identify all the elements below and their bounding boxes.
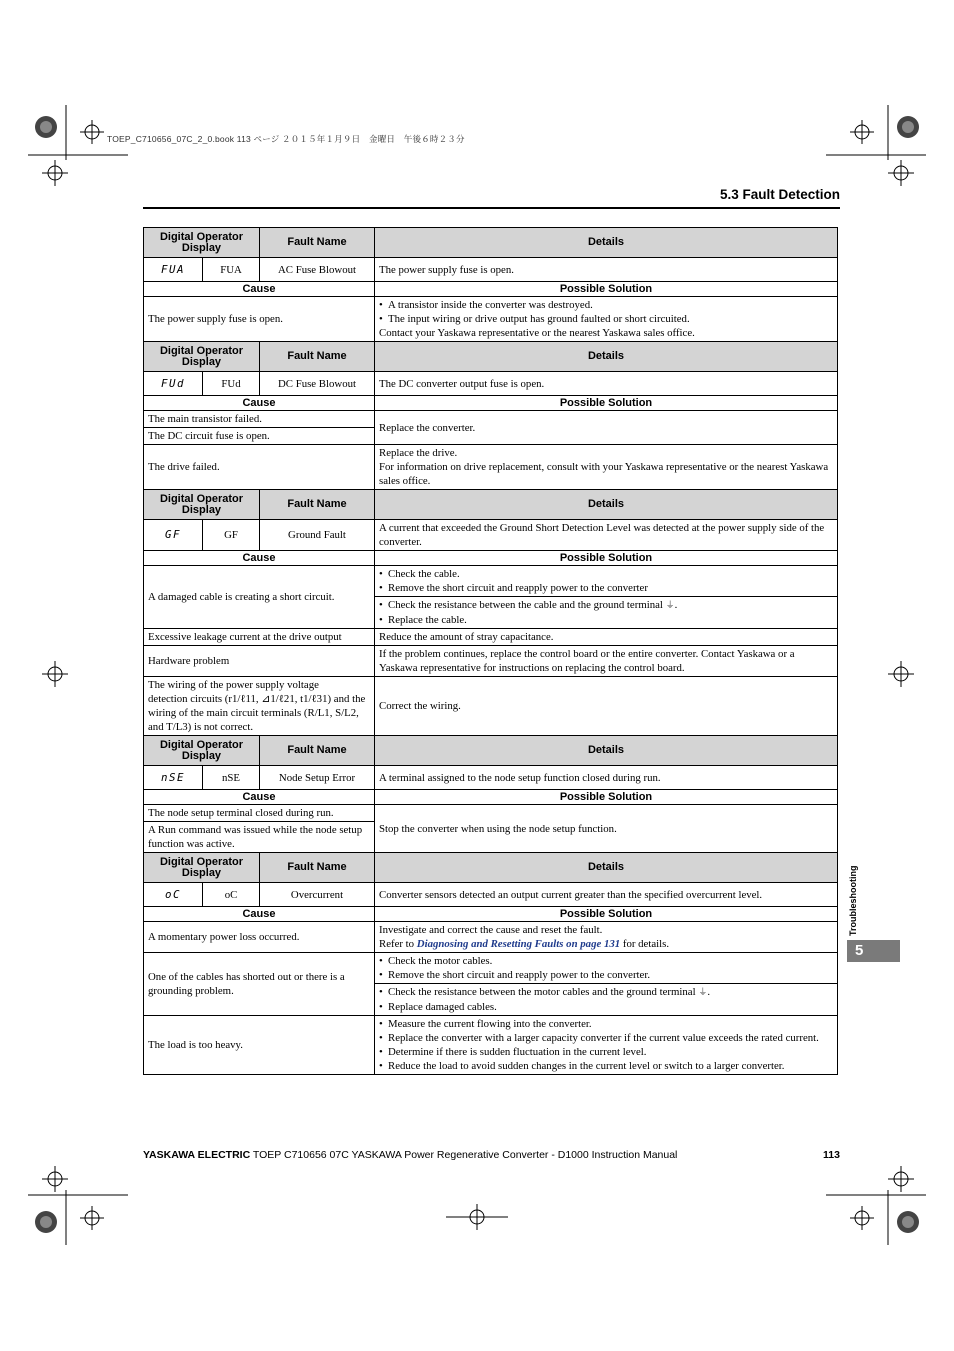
table-header-row xyxy=(144,228,838,258)
solution-bullet: • Measure the current flowing into the converter. xyxy=(379,1017,833,1031)
solution-text: Replace the drive. xyxy=(379,447,458,459)
fault-code: oC xyxy=(203,883,260,907)
display-column-header: Digital Operator Display xyxy=(144,342,260,372)
solution-column-header: Possible Solution xyxy=(375,282,838,297)
fault-row xyxy=(144,883,838,907)
fault-name: Node Setup Error xyxy=(260,766,375,790)
operator-display: nSE xyxy=(144,766,203,790)
table-header-row xyxy=(144,853,838,883)
solution-bullet: • Determine if there is sudden fluctuation in the current level. xyxy=(379,1045,833,1059)
cause-row xyxy=(144,297,838,342)
solution-bullet: • Remove the short circuit and reapply power to the converter xyxy=(379,581,833,595)
cause-header-row xyxy=(144,396,838,411)
solution-bullet: • Check the motor cables. xyxy=(379,954,833,968)
display-column-header: Digital Operator Display xyxy=(144,853,260,883)
registration-mark-icon xyxy=(42,661,68,687)
cause-row xyxy=(144,922,838,953)
fault-row xyxy=(144,258,838,282)
header-rule xyxy=(143,207,840,209)
cause-text: The main transistor failed. xyxy=(144,411,375,428)
solution-column-header: Possible Solution xyxy=(375,907,838,922)
fault-name-column-header: Fault Name xyxy=(260,853,375,883)
cause-header-row xyxy=(144,907,838,922)
fault-name: AC Fuse Blowout xyxy=(260,258,375,282)
registration-mark-icon xyxy=(826,105,926,160)
cause-text: detection circuits (r1/ℓ11, ⊿1/ℓ21, t1/ℓ31) and the wiring of the main circuit terminals (R/L1, S/L2, and T/L3) is not correct. xyxy=(148,693,366,733)
fault-code: FUA xyxy=(203,258,260,282)
cause-row xyxy=(144,566,838,597)
cause-header-row xyxy=(144,790,838,805)
solution-text: Investigate and correct the cause and reset the fault. xyxy=(379,924,603,936)
details-column-header: Details xyxy=(375,853,838,883)
cause-row xyxy=(144,629,838,646)
solution-cell xyxy=(375,445,838,490)
operator-display: GF xyxy=(144,520,203,551)
cause-text: The load is too heavy. xyxy=(144,1016,375,1075)
solution-text: If the problem continues, replace the control board or the entire converter. Contact Yaskawa or a Yaskawa representative for instructions on replacing the control board. xyxy=(375,646,838,677)
details-column-header: Details xyxy=(375,490,838,520)
cause-row xyxy=(144,805,838,822)
solution-suffix: for details. xyxy=(620,938,670,950)
display-column-header: Digital Operator Display xyxy=(144,736,260,766)
fault-name-column-header: Fault Name xyxy=(260,228,375,258)
solution-bullet: • A transistor inside the converter was destroyed. xyxy=(379,298,833,312)
solution-cell xyxy=(375,953,838,984)
solution-bullet: • Replace the cable. xyxy=(379,613,833,627)
registration-mark-icon xyxy=(42,160,68,186)
cause-header-row xyxy=(144,551,838,566)
solution-column-header: Possible Solution xyxy=(375,396,838,411)
solution-text: Replace the converter. xyxy=(375,411,838,445)
operator-display: FUd xyxy=(144,372,203,396)
fault-row xyxy=(144,766,838,790)
cause-text: A Run command was issued while the node setup function was active. xyxy=(144,822,375,853)
cause-column-header: Cause xyxy=(144,282,375,297)
fault-name: Overcurrent xyxy=(260,883,375,907)
registration-mark-icon xyxy=(826,1190,926,1245)
fault-code: FUd xyxy=(203,372,260,396)
fault-name: Ground Fault xyxy=(260,520,375,551)
fault-code: nSE xyxy=(203,766,260,790)
ground-terminal-icon: ⏚ xyxy=(698,988,708,998)
cause-text: The wiring of the power supply voltage xyxy=(148,679,319,691)
cause-row xyxy=(144,411,838,428)
section-header: 5.3 Fault Detection xyxy=(719,187,840,202)
registration-mark-icon xyxy=(28,1190,128,1245)
cause-text: The power supply fuse is open. xyxy=(144,297,375,342)
cause-column-header: Cause xyxy=(144,907,375,922)
operator-display: oC xyxy=(144,883,203,907)
solution-bullet: • Check the cable. xyxy=(379,567,833,581)
solution-bullet: • Replace the converter with a larger capacity converter if the current value exceeds the rated current. xyxy=(379,1031,833,1045)
cause-column-header: Cause xyxy=(144,396,375,411)
registration-mark-icon xyxy=(888,1166,914,1192)
solution-prefix: Refer to xyxy=(379,938,417,950)
table-header-row xyxy=(144,736,838,766)
solution-cell xyxy=(375,922,838,953)
cause-text: A damaged cable is creating a short circuit. xyxy=(144,566,375,629)
solution-cell xyxy=(375,597,838,629)
cause-text: A momentary power loss occurred. xyxy=(144,922,375,953)
side-tab-text: Troubleshooting xyxy=(848,865,858,936)
solution-text: Reduce the amount of stray capacitance. xyxy=(375,629,838,646)
page-number: 113 xyxy=(823,1149,840,1161)
print-info: TOEP_C710656_07C_2_0.book 113 ページ ２０１５年１月９日 金曜日 午後６時２３分 xyxy=(107,134,465,144)
solution-cell xyxy=(375,1016,838,1075)
operator-display: FUA xyxy=(144,258,203,282)
solution-text: Stop the converter when using the node setup function. xyxy=(375,805,838,853)
fault-table xyxy=(143,227,838,1075)
footer-text: TOEP C710656 07C YASKAWA Power Regenerative Converter - D1000 Instruction Manual xyxy=(250,1149,678,1161)
solution-bullet: • Check the resistance between the cable and the ground terminal ⏚. xyxy=(379,598,833,613)
solution-column-header: Possible Solution xyxy=(375,790,838,805)
fault-code: GF xyxy=(203,520,260,551)
fault-row xyxy=(144,520,838,551)
footer-brand: YASKAWA ELECTRIC xyxy=(143,1149,251,1161)
fault-details: The DC converter output fuse is open. xyxy=(375,372,838,396)
fault-details: The power supply fuse is open. xyxy=(375,258,838,282)
solution-bullet: • The input wiring or drive output has ground faulted or short circuited. xyxy=(379,312,833,326)
table-header-row xyxy=(144,490,838,520)
solution-cell xyxy=(375,566,838,597)
cause-text: The node setup terminal closed during run. xyxy=(144,805,375,822)
cause-text: Excessive leakage current at the drive output xyxy=(144,629,375,646)
solution-bullet: • Remove the short circuit and reapply power to the converter. xyxy=(379,968,833,982)
fault-details: A terminal assigned to the node setup function closed during run. xyxy=(375,766,838,790)
solution-cell xyxy=(375,984,838,1016)
solution-column-header: Possible Solution xyxy=(375,551,838,566)
cause-column-header: Cause xyxy=(144,790,375,805)
registration-mark-icon xyxy=(888,661,914,687)
solution-text: Contact your Yaskawa representative or the nearest Yaskawa sales office. xyxy=(379,327,695,339)
cause-text: One of the cables has shorted out or there is a grounding problem. xyxy=(144,953,375,1016)
page-footer xyxy=(143,1149,840,1161)
display-column-header: Digital Operator Display xyxy=(144,490,260,520)
fault-row xyxy=(144,372,838,396)
display-column-header: Digital Operator Display xyxy=(144,228,260,258)
solution-text xyxy=(379,937,833,951)
solution-text: For information on drive replacement, consult with your Yaskawa representative or the nearest Yaskawa sales office. xyxy=(379,461,829,487)
registration-mark-icon xyxy=(888,160,914,186)
fault-name-column-header: Fault Name xyxy=(260,490,375,520)
cause-row xyxy=(144,646,838,677)
cause-row xyxy=(144,953,838,984)
solution-bullet-text: Check the resistance between the cable and the ground terminal xyxy=(388,599,663,611)
solution-bullet-text: Check the resistance between the motor cables and the ground terminal xyxy=(388,986,696,998)
cause-column-header: Cause xyxy=(144,551,375,566)
table-header-row xyxy=(144,342,838,372)
solution-bullet: • Replace damaged cables. xyxy=(379,1000,833,1014)
details-column-header: Details xyxy=(375,342,838,372)
cause-text: The DC circuit fuse is open. xyxy=(144,428,375,445)
cause-text: Hardware problem xyxy=(144,646,375,677)
fault-details: Converter sensors detected an output current greater than the specified overcurrent level. xyxy=(375,883,838,907)
cause-header-row xyxy=(144,282,838,297)
solution-bullet: • Check the resistance between the motor cables and the ground terminal ⏚. xyxy=(379,985,833,1000)
fault-details: A current that exceeded the Ground Short Detection Level was detected at the power supply side of the converter. xyxy=(375,520,838,551)
cause-row xyxy=(144,1016,838,1075)
cause-cell xyxy=(144,677,375,736)
fault-name-column-header: Fault Name xyxy=(260,736,375,766)
registration-mark-icon xyxy=(446,1204,508,1230)
details-column-header: Details xyxy=(375,736,838,766)
registration-mark-icon xyxy=(42,1166,68,1192)
cause-text: The drive failed. xyxy=(144,445,375,490)
chapter-tab: 5 xyxy=(847,940,900,962)
fault-name-column-header: Fault Name xyxy=(260,342,375,372)
details-column-header: Details xyxy=(375,228,838,258)
ground-terminal-icon: ⏚ xyxy=(665,601,675,611)
solution-cell xyxy=(375,297,838,342)
solution-text: Correct the wiring. xyxy=(375,677,838,736)
page-reference-link[interactable]: Diagnosing and Resetting Faults on page 131 xyxy=(416,938,621,950)
fault-name: DC Fuse Blowout xyxy=(260,372,375,396)
solution-bullet: • Reduce the load to avoid sudden changes in the current level or switch to a larger converter. xyxy=(379,1059,833,1073)
cause-row xyxy=(144,677,838,736)
cause-row xyxy=(144,445,838,490)
